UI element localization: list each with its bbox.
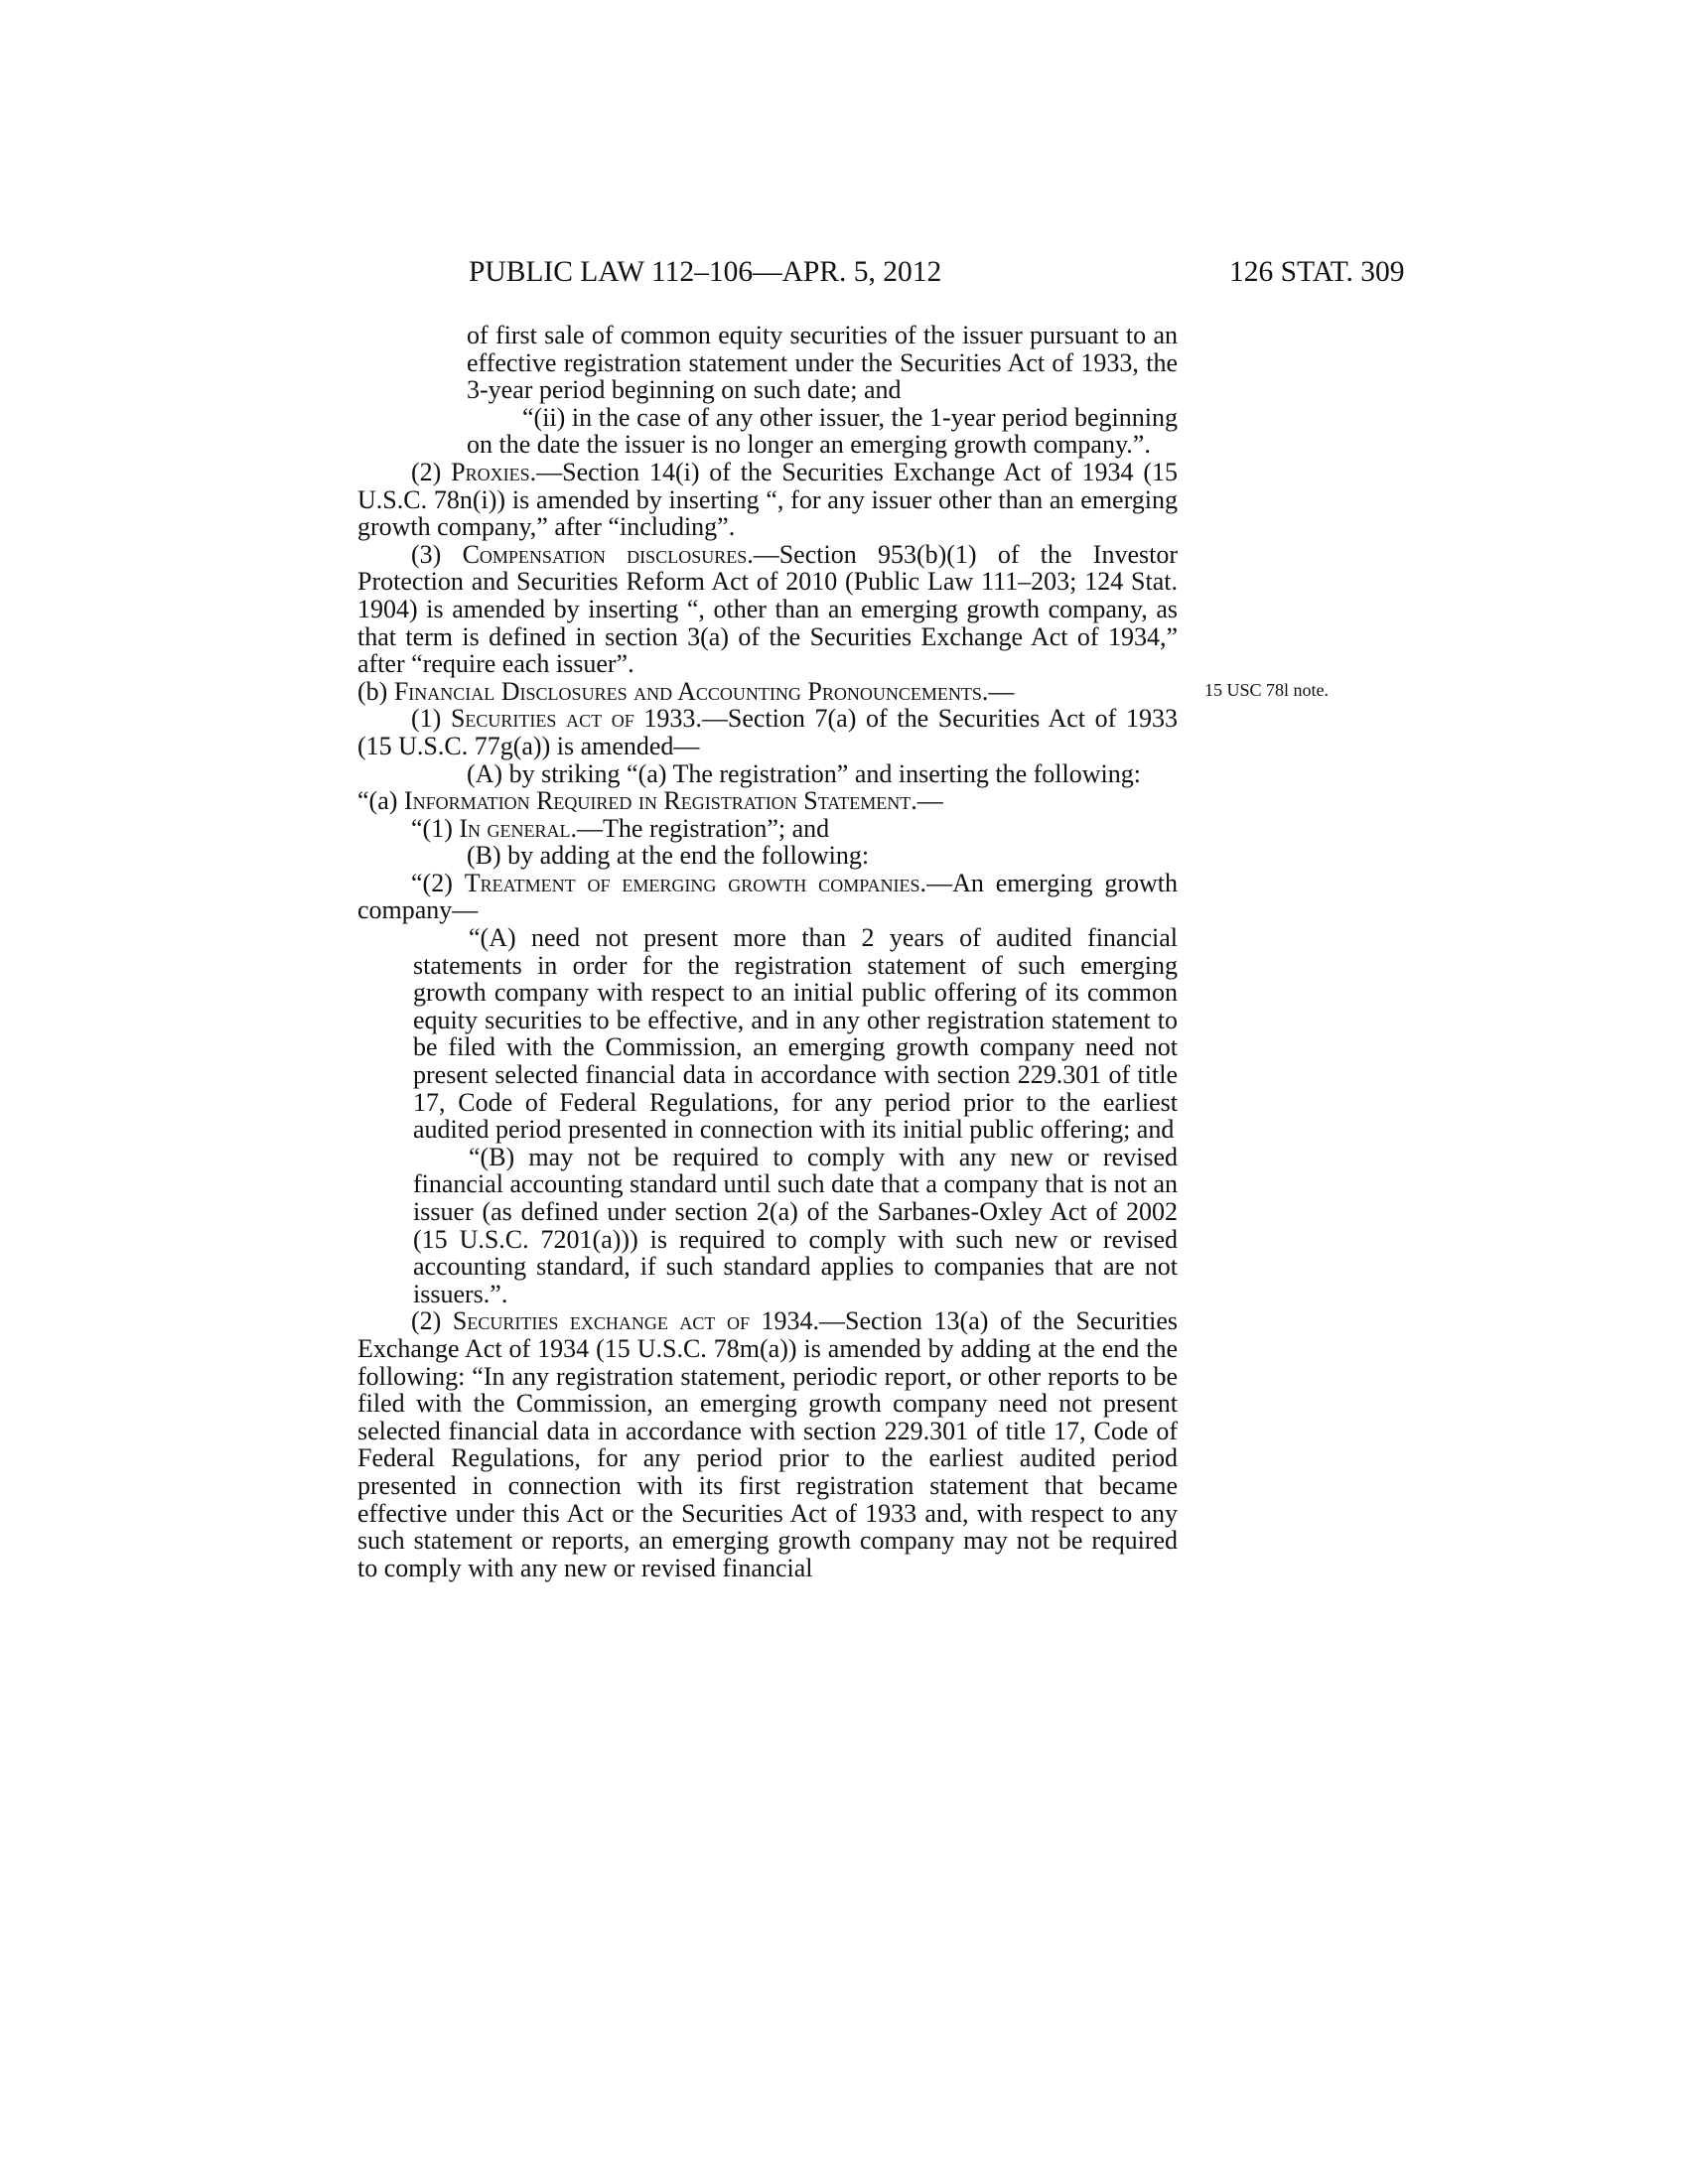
paragraph-number: “(a) [357, 786, 404, 816]
paragraph-compensation-disclosures [357, 541, 1178, 678]
paragraph-heading: Information Required in Registration Statement. [403, 786, 917, 816]
paragraph-body: —Section 14(i) of the Securities Exchange Act of 1934 (15 U.S.C. 78n(i)) is amended by inserting “, for any issuer other than an emerging growth company,” after “including”. [357, 457, 1178, 542]
paragraph-body: —An emerging growth company— [357, 868, 1178, 925]
paragraph-number: (b) [357, 676, 394, 706]
paragraph-number: (3) [411, 539, 463, 569]
paragraph-number: “(2) [411, 868, 465, 897]
paragraph-securities-act-1933 [357, 705, 1178, 759]
paragraph-heading: Treatment of emerging growth companies. [464, 868, 927, 897]
inserted-subparagraph-a: “(A) need not present more than 2 years of audited financial statements in order for the registration statement of such emerging growth company with respect to an initial public offering of its common equity securities to be effective, and in any other registration statement to be filed with the Commission, an emerging growth company need not present selected financial data in accordance with section 229.301 of title 17, Code of Federal Regulations, for any period prior to the earliest audited period presented in connection with its initial public offering; and [413, 923, 1178, 1145]
paragraph-heading: In general. [459, 813, 578, 843]
paragraph-securities-exchange-act-1934 [357, 1307, 1178, 1581]
subparagraph-b-adding: (B) by adding at the end the following: [467, 841, 870, 871]
paragraph-number: (2) [411, 457, 452, 486]
paragraph-body: —The registration”; and [577, 813, 830, 843]
paragraph-body: —Section 7(a) of the Securities Act of 1933 (15 U.S.C. 77g(a)) is amended— [357, 704, 1178, 760]
paragraph-clause-ii: “(ii) in the case of any other issuer, the 1-year period beginning on the date the issuer is no longer an emerging growth company.”. [467, 402, 1178, 460]
subsection-b-financial-disclosures [304, 678, 1178, 706]
paragraph-heading: Securities act of 1933. [450, 704, 702, 734]
public-law-title: PUBLIC LAW 112–106—APR. 5, 2012 [469, 256, 942, 288]
statute-text-body [357, 322, 1178, 1581]
paragraph-body: — [916, 786, 943, 816]
paragraph-heading: Proxies. [451, 457, 537, 486]
inserted-paragraph-2-treatment [357, 870, 1178, 924]
statute-page-number: 126 STAT. 309 [1229, 256, 1405, 288]
subparagraph-a-striking: (A) by striking “(a) The registration” and inserting the following: [467, 758, 1141, 788]
paragraph-heading: Financial Disclosures and Accounting Pronouncements. [393, 676, 989, 706]
paragraph-number: (2) [411, 1306, 453, 1336]
inserted-subparagraph-b: “(B) may not be required to comply with any new or revised financial accounting standard until such date that a company that is not an issuer (as defined under section 2(a) of the Sarbanes-Oxley Act of 2002 (15 U.S.C. 7201(a))) is required to comply with such new or revised accounting standard, if such standard applies to companies that are not issuers.”. [413, 1142, 1178, 1308]
paragraph-number: “(1) [411, 813, 460, 843]
running-header [0, 252, 1688, 292]
paragraph-number: (1) [411, 704, 451, 734]
paragraph-body: —Section 953(b)(1) of the Investor Protection and Securities Reform Act of 2010 (Public Law 111–203; 124 Stat. 1904) is amended by inserting “, other than an emerging growth company, as that term is defined in section 3(a) of the Securities Exchange Act of 1934,” after “require each issuer”. [357, 539, 1178, 679]
inserted-paragraph-1-in-general [357, 815, 1178, 843]
paragraph-body: — [988, 676, 1015, 706]
paragraph-heading: Securities exchange act of 1934. [452, 1306, 820, 1336]
paragraph-proxies [357, 459, 1178, 541]
paragraph-continuation: of first sale of common equity securities of the issuer pursuant to an effective registration statement under the Securities Act of 1933, the 3-year period beginning on such date; and [467, 321, 1178, 405]
margin-note: 15 USC 78l note. [1204, 680, 1330, 700]
inserted-subsection-a-heading [357, 787, 1178, 815]
paragraph-body: —Section 13(a) of the Securities Exchange Act of 1934 (15 U.S.C. 78m(a)) is amended by adding at the end the following: “In any registration statement, periodic report, or other reports to be filed with the Commission, an emerging growth company need not present selected financial data in accordance with section 229.301 of title 17, Code of Federal Regulations, for any period prior to the earliest audited period presented in connection with its first registration statement that became effective under this Act or the Securities Act of 1933 and, with respect to any such statement or reports, an emerging growth company may not be required to comply with any new or revised financial [357, 1306, 1178, 1582]
paragraph-heading: Compensation disclosures. [462, 539, 754, 569]
